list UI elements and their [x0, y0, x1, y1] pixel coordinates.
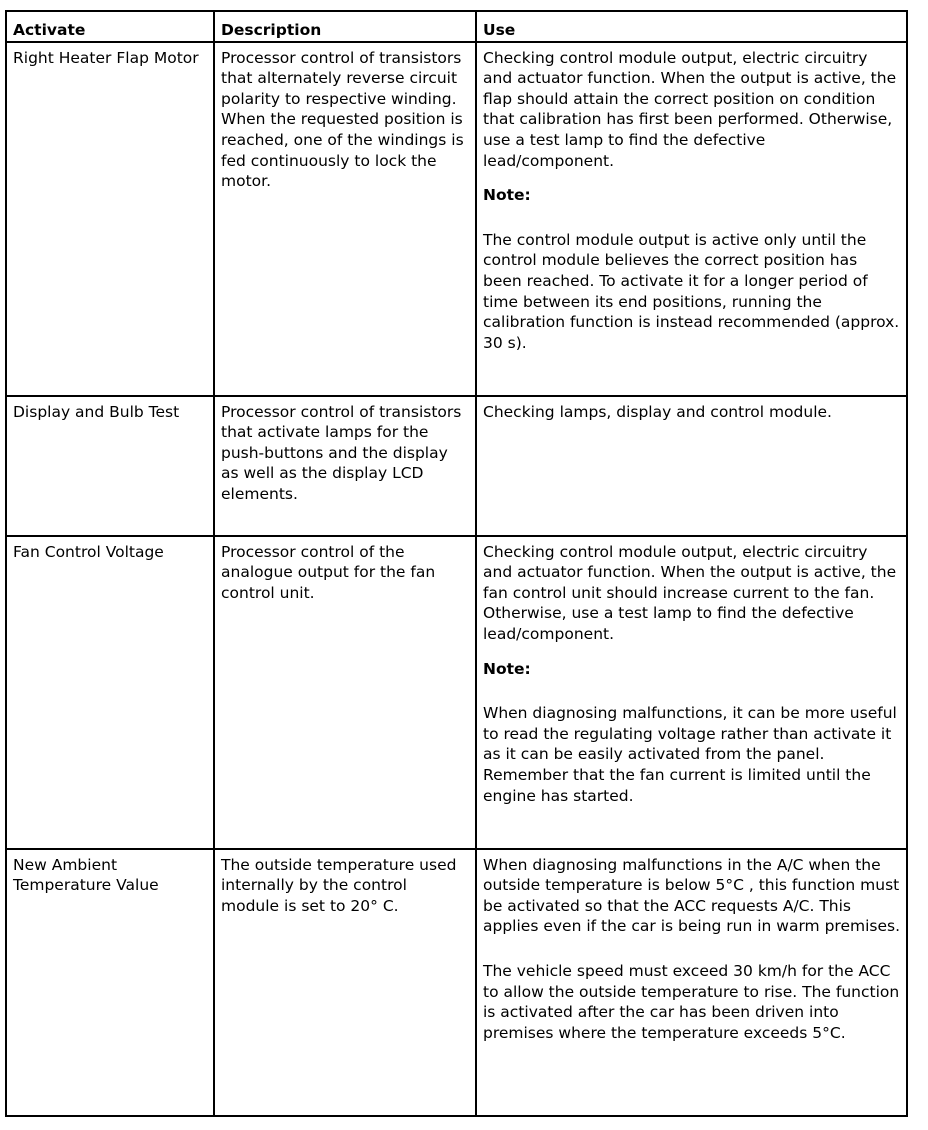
use-cell	[476, 849, 907, 1116]
description-cell: Processor control of the analogue output for the fan control unit.	[214, 536, 476, 849]
use-text: Checking control module output, electric circuitry and actuator function. When the output is active, the fan control unit should increase current to the fan. Otherwise, use a test lamp to find the defective lead/component.	[483, 542, 897, 643]
use-text: Checking control module output, electric circuitry and actuator function. When the output is active, the flap should attain the correct position on condition that calibration has first been performed. Otherwise, use a test lamp to find the defective lead/component.	[483, 48, 897, 170]
header-activate: Activate	[6, 11, 214, 42]
use-cell	[476, 42, 907, 396]
note-text: The control module output is active only until the control module believes the correct position has been reached. To activate it for a longer period of time between its end positions, running the calibration function is instead recommended (approx. 30 s).	[483, 230, 900, 352]
note-text: When diagnosing malfunctions, it can be more useful to read the regulating voltage rather than activate it as it can be easily activated from the panel. Remember that the fan current is limited until the engine has started.	[483, 704, 897, 805]
table-row	[6, 42, 907, 396]
table-row	[6, 849, 907, 1116]
description-cell: The outside temperature used internally by the control module is set to 20° C.	[214, 849, 476, 1116]
use-text: When diagnosing malfunctions in the A/C when the outside temperature is below 5°C , this function must be activated so that the ACC requests A/C. This applies even if the car is being run in warm premises.	[483, 855, 901, 936]
activate-cell: Fan Control Voltage	[6, 536, 214, 849]
table-row	[6, 396, 907, 536]
use-cell	[476, 396, 907, 536]
header-use: Use	[476, 11, 907, 42]
activate-cell: Right Heater Flap Motor	[6, 42, 214, 396]
use-cell	[476, 536, 907, 849]
description-cell: Processor control of transistors that activate lamps for the push-buttons and the display as well as the display LCD elements.	[214, 396, 476, 536]
activation-table	[5, 10, 908, 1117]
use-text: Checking lamps, display and control module.	[483, 402, 832, 421]
table-header-row	[6, 11, 907, 42]
header-description: Description	[214, 11, 476, 42]
use-text-2: The vehicle speed must exceed 30 km/h for the ACC to allow the outside temperature to rise. The function is activated after the car has been driven into premises where the temperature exceeds 5°C.	[483, 961, 900, 1042]
note-label: Note:	[483, 659, 531, 678]
activate-cell: Display and Bulb Test	[6, 396, 214, 536]
note-label: Note:	[483, 186, 531, 205]
description-cell: Processor control of transistors that alternately reverse circuit polarity to respective winding. When the requested position is reached, one of the windings is fed continuously to lock the motor.	[214, 42, 476, 396]
activate-cell: New Ambient Temperature Value	[6, 849, 214, 1116]
table-row	[6, 536, 907, 849]
